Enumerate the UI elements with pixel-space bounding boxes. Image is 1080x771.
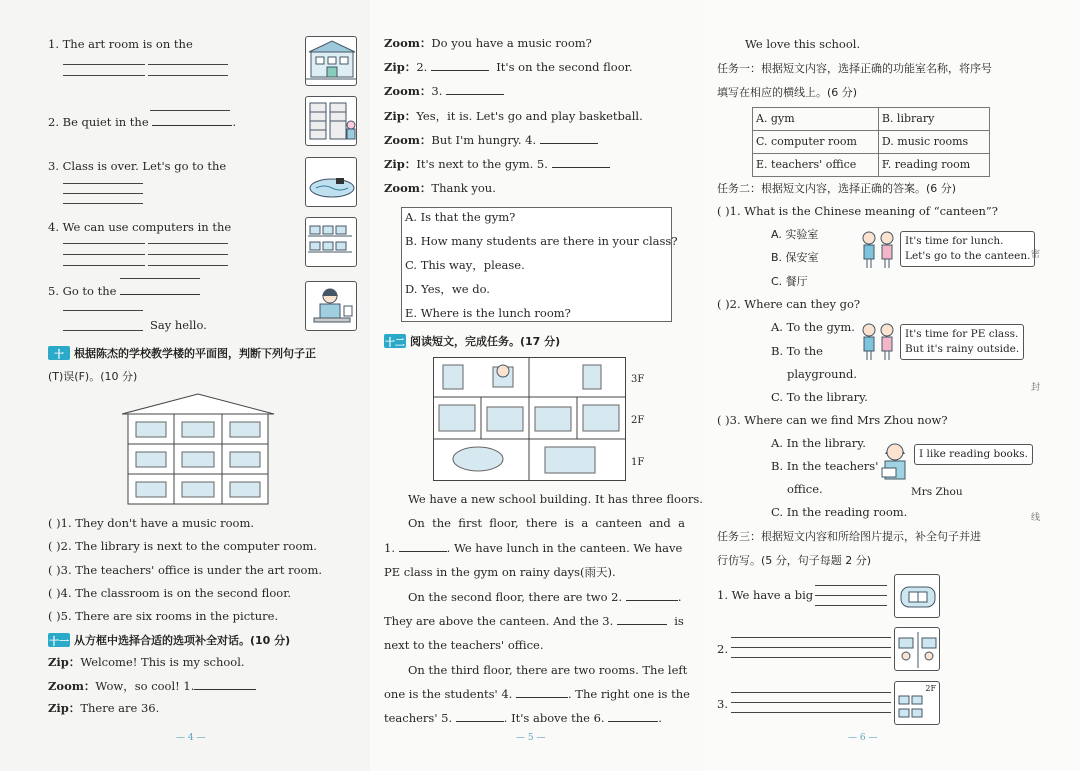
- answer-line[interactable]: [731, 647, 891, 648]
- passage-text: is: [674, 614, 684, 628]
- seal-mark-xian: 线: [1031, 513, 1041, 523]
- section-10-badge: 十: [48, 346, 70, 360]
- school-floor-plan-icon: [122, 392, 274, 505]
- answer-line[interactable]: [63, 203, 143, 204]
- mc2-option-b[interactable]: B. To the: [771, 344, 823, 358]
- passage-line-4: PE class in the gym on rainy days(雨天).: [384, 565, 616, 579]
- section-11-title: 从方框中选择合适的选项补全对话。(10 分): [74, 634, 291, 647]
- passage-text: They are above the canteen. And the 3.: [384, 614, 614, 628]
- dialogue-text: It's on the second floor.: [496, 60, 633, 74]
- page-5: [370, 0, 705, 771]
- passage-line-10: teachers' 5. . It's above the 6. .: [384, 711, 662, 725]
- answer-line[interactable]: [148, 75, 228, 76]
- answer-line[interactable]: [63, 265, 145, 266]
- building-icon: [305, 36, 357, 86]
- dialogue-line-3: [48, 701, 159, 716]
- section-12-badge: 十二: [384, 334, 406, 348]
- option-a: A. Is that the gym?: [405, 210, 516, 224]
- question-2-text: 2. Be quiet in the: [48, 115, 149, 129]
- speaker-zip: Zip：: [384, 109, 417, 123]
- library-icon: [305, 96, 357, 146]
- tf-item-4: ( )4. The classroom is on the second floor.: [48, 586, 292, 600]
- task-1-title: 任务一：根据短文内容，选择正确的功能室名称，将序号: [717, 62, 992, 75]
- answer-blank[interactable]: [399, 541, 447, 552]
- answer-line[interactable]: [148, 64, 228, 65]
- section-10-title-line2: (T)误(F)。(10 分): [48, 370, 138, 383]
- room-option: B. library: [878, 108, 989, 131]
- answer-line[interactable]: [148, 254, 228, 255]
- answer-blank[interactable]: [446, 84, 504, 95]
- passage-text: . The right one is the: [568, 687, 690, 701]
- passage-text: On the second floor, there are two 2.: [408, 590, 623, 604]
- mc1-option-b[interactable]: B. 保安室: [771, 251, 819, 264]
- gym-icon: [894, 574, 940, 618]
- passage-line-6: [384, 614, 684, 629]
- passage-line-5: On the second floor, there are two 2. .: [408, 590, 682, 604]
- floor-label: 2F: [925, 684, 936, 693]
- bubble-line: But it's rainy outside.: [905, 343, 1020, 355]
- mc3-option-c[interactable]: C. In the reading room.: [771, 505, 908, 519]
- answer-blank[interactable]: [626, 590, 678, 601]
- page-number: — 5 —: [516, 733, 546, 743]
- passage-line-1: We have a new school building. It has three floors.: [408, 492, 703, 506]
- answer-line[interactable]: [63, 243, 145, 244]
- answer-line[interactable]: [63, 75, 145, 76]
- mrs-zhou-caption: Mrs Zhou: [911, 486, 963, 498]
- section-12-header: [384, 333, 560, 349]
- room-option: E. teachers' office: [753, 154, 879, 177]
- answer-line[interactable]: [63, 193, 143, 194]
- mc2-option-b-cont: playground.: [787, 367, 858, 381]
- teacher-office-icon: [305, 281, 357, 331]
- bubble-line: It's time for lunch.: [905, 235, 1004, 247]
- tf-item-3: ( )3. The teachers' office is under the art room.: [48, 563, 323, 577]
- dialogue-line-7: [384, 109, 643, 124]
- dialogue-line-8: [384, 133, 598, 148]
- dialogue-line-10: [384, 181, 496, 196]
- dialogue-text: Thank you.: [431, 181, 496, 195]
- speech-bubble-2: [900, 324, 1024, 360]
- answer-line[interactable]: [815, 595, 887, 596]
- speech-bubble-3: I like reading books.: [914, 444, 1033, 465]
- passage-text: 1.: [384, 541, 395, 555]
- mc2-option-a[interactable]: A. To the gym.: [771, 320, 855, 334]
- passage-line-7: next to the teachers' office.: [384, 638, 544, 652]
- question-3: 3. Class is over. Let's go to the: [48, 159, 227, 173]
- room-option: F. reading room: [878, 154, 989, 177]
- option-d: D. Yes，we do.: [405, 282, 490, 296]
- dialogue-text: Yes，it is. Let's go and play basketball.: [416, 109, 643, 123]
- dialogue-line-4: [384, 36, 592, 51]
- school-building-plan-icon: [433, 357, 626, 481]
- question-2: 2. Be quiet in the .: [48, 115, 236, 129]
- dialogue-line-9: [384, 157, 610, 172]
- answer-line[interactable]: [150, 110, 230, 111]
- option-b: B. How many students are there in your class?: [405, 234, 678, 248]
- kids-icon: [857, 320, 899, 362]
- question-4: 4. We can use computers in the: [48, 220, 232, 234]
- option-c: C. This way，please.: [405, 258, 525, 272]
- speaker-zip: Zip：: [48, 701, 81, 715]
- answer-line[interactable]: [63, 330, 143, 331]
- speech-bubble-1: [900, 231, 1035, 267]
- seal-mark-mi: 密: [1031, 250, 1041, 260]
- mc3-option-a[interactable]: A. In the library.: [771, 436, 866, 450]
- mc1-option-c[interactable]: C. 餐厅: [771, 275, 808, 288]
- bubble-line: It's time for PE class.: [905, 328, 1019, 340]
- answer-line[interactable]: [148, 265, 228, 266]
- section-10-title: 根据陈杰的学校教学楼的平面图，判断下列句子正: [74, 347, 316, 360]
- question-5-tail: Say hello.: [150, 318, 207, 332]
- pool-icon: [305, 157, 357, 207]
- speaker-zoom: Zoom：: [48, 679, 96, 693]
- answer-line[interactable]: [63, 310, 143, 311]
- writing-item-1: 1. We have a big: [717, 588, 814, 602]
- dialogue-text: Wow，so cool! 1.: [95, 679, 195, 693]
- dialogue-text: It's next to the gym. 5.: [416, 157, 548, 171]
- tf-item-5: ( )5. There are six rooms in the picture.: [48, 609, 279, 623]
- passage-text: . We have lunch in the canteen. We have: [446, 541, 683, 555]
- task-3-title-line2: 行仿写。(5 分，句子每题 2 分): [717, 554, 872, 567]
- answer-line[interactable]: [731, 637, 891, 638]
- answer-blank[interactable]: [617, 614, 667, 625]
- tf-item-1: ( )1. They don't have a music room.: [48, 516, 255, 530]
- answer-blank[interactable]: [152, 115, 232, 126]
- teacher-icon: [877, 438, 913, 486]
- page-number: — 6 —: [848, 733, 878, 743]
- room-option: D. music rooms: [878, 131, 989, 154]
- mc3-option-b[interactable]: B. In the teachers': [771, 459, 879, 473]
- answer-blank[interactable]: [194, 679, 256, 690]
- mc2-option-c[interactable]: C. To the library.: [771, 390, 868, 404]
- dialogue-text: 2.: [416, 60, 428, 74]
- passage-text: . It's above the 6.: [503, 711, 605, 725]
- dialogue-line-6: [384, 84, 504, 99]
- question-1: 1. The art room is on the: [48, 37, 193, 51]
- answer-line[interactable]: [63, 254, 145, 255]
- question-5-text: 5. Go to the: [48, 284, 117, 298]
- seal-mark-feng: 封: [1031, 383, 1041, 393]
- mc-question-1: ( )1. What is the Chinese meaning of “canteen”?: [717, 204, 998, 218]
- floor-label-3f: 3F: [631, 374, 645, 385]
- classroom-icon: [894, 627, 940, 671]
- passage-line-8: On the third floor, there are two rooms. The left: [408, 663, 688, 677]
- dialogue-line-5: [384, 60, 633, 75]
- dialogue-text: But I'm hungry. 4.: [431, 133, 537, 147]
- section-12-title: 阅读短文，完成任务。(17 分): [410, 335, 561, 348]
- bubble-line: Let's go to the canteen.: [905, 250, 1031, 262]
- task-2-title: 任务二：根据短文内容，选择正确的答案。(6 分): [717, 182, 957, 195]
- answer-blank[interactable]: [456, 711, 504, 722]
- section-11-badge: 十一: [48, 633, 70, 647]
- speaker-zip: Zip：: [48, 655, 81, 669]
- dialogue-line-2: [48, 679, 256, 694]
- page-number: — 4 —: [176, 733, 206, 743]
- tf-item-2: ( )2. The library is next to the computer room.: [48, 539, 317, 553]
- answer-line[interactable]: [815, 585, 887, 586]
- answer-blank[interactable]: [431, 60, 489, 71]
- answer-blank[interactable]: [516, 687, 568, 698]
- answer-line[interactable]: [63, 64, 145, 65]
- speaker-zoom: Zoom：: [384, 133, 432, 147]
- dialogue-text: Welcome! This is my school.: [80, 655, 245, 669]
- dialogue-text: 3.: [431, 84, 443, 98]
- answer-line[interactable]: [815, 605, 887, 606]
- answer-blank[interactable]: [120, 284, 200, 295]
- mc3-option-b-cont: office.: [787, 482, 823, 496]
- writing-item-2: 2.: [717, 642, 728, 656]
- section-10-header: [48, 345, 316, 361]
- floor-label-2f: 2F: [631, 415, 645, 426]
- task-3-title: 任务三：根据短文内容和所给图片提示，补全句子并进: [717, 530, 981, 543]
- rooms-table: [752, 107, 990, 177]
- answer-blank[interactable]: [540, 133, 598, 144]
- question-5: [48, 284, 200, 299]
- kids-icon: [857, 228, 899, 270]
- floor-label-1f: 1F: [631, 457, 645, 468]
- section-11-header: [48, 632, 290, 648]
- answer-blank[interactable]: [552, 157, 610, 168]
- table-row: [753, 154, 990, 177]
- speaker-zip: Zip：: [384, 60, 417, 74]
- answer-blank[interactable]: [608, 711, 658, 722]
- room-option: A. gym: [753, 108, 879, 131]
- answer-line[interactable]: [731, 657, 891, 658]
- speaker-zip: Zip：: [384, 157, 417, 171]
- table-row: [753, 131, 990, 154]
- answer-line[interactable]: [731, 692, 891, 693]
- answer-line[interactable]: [63, 183, 143, 184]
- mc-question-3: ( )3. Where can we find Mrs Zhou now?: [717, 413, 948, 427]
- dialogue-text: There are 36.: [80, 701, 160, 715]
- speaker-zoom: Zoom：: [384, 181, 432, 195]
- answer-line[interactable]: [120, 278, 200, 279]
- passage-text: teachers' 5.: [384, 711, 453, 725]
- speaker-zoom: Zoom：: [384, 84, 432, 98]
- speaker-zoom: Zoom：: [384, 36, 432, 50]
- writing-item-3: 3.: [717, 697, 728, 711]
- passage-closing: We love this school.: [745, 37, 861, 51]
- option-e: E. Where is the lunch room?: [405, 306, 571, 320]
- answer-line[interactable]: [148, 243, 228, 244]
- room-option: C. computer room: [753, 131, 879, 154]
- options-box: [401, 207, 678, 322]
- dialogue-text: Do you have a music room?: [431, 36, 592, 50]
- passage-line-3: [384, 541, 682, 556]
- dialogue-line-1: [48, 655, 245, 670]
- mc-question-2: ( )2. Where can they go?: [717, 297, 861, 311]
- computer-lab-icon: [894, 681, 940, 725]
- page-6: [705, 0, 1080, 771]
- computer-room-icon: [305, 217, 357, 267]
- answer-line[interactable]: [731, 702, 891, 703]
- page-4: [0, 0, 370, 771]
- passage-text: one is the students' 4.: [384, 687, 513, 701]
- passage-line-9: [384, 687, 690, 702]
- answer-line[interactable]: [731, 712, 891, 713]
- passage-line-2: On the first floor, there is a canteen and a: [408, 516, 685, 530]
- table-row: [753, 108, 990, 131]
- task-1-title-line2: 填写在相应的横线上。(6 分): [717, 86, 858, 99]
- mc1-option-a[interactable]: A. 实验室: [771, 228, 819, 241]
